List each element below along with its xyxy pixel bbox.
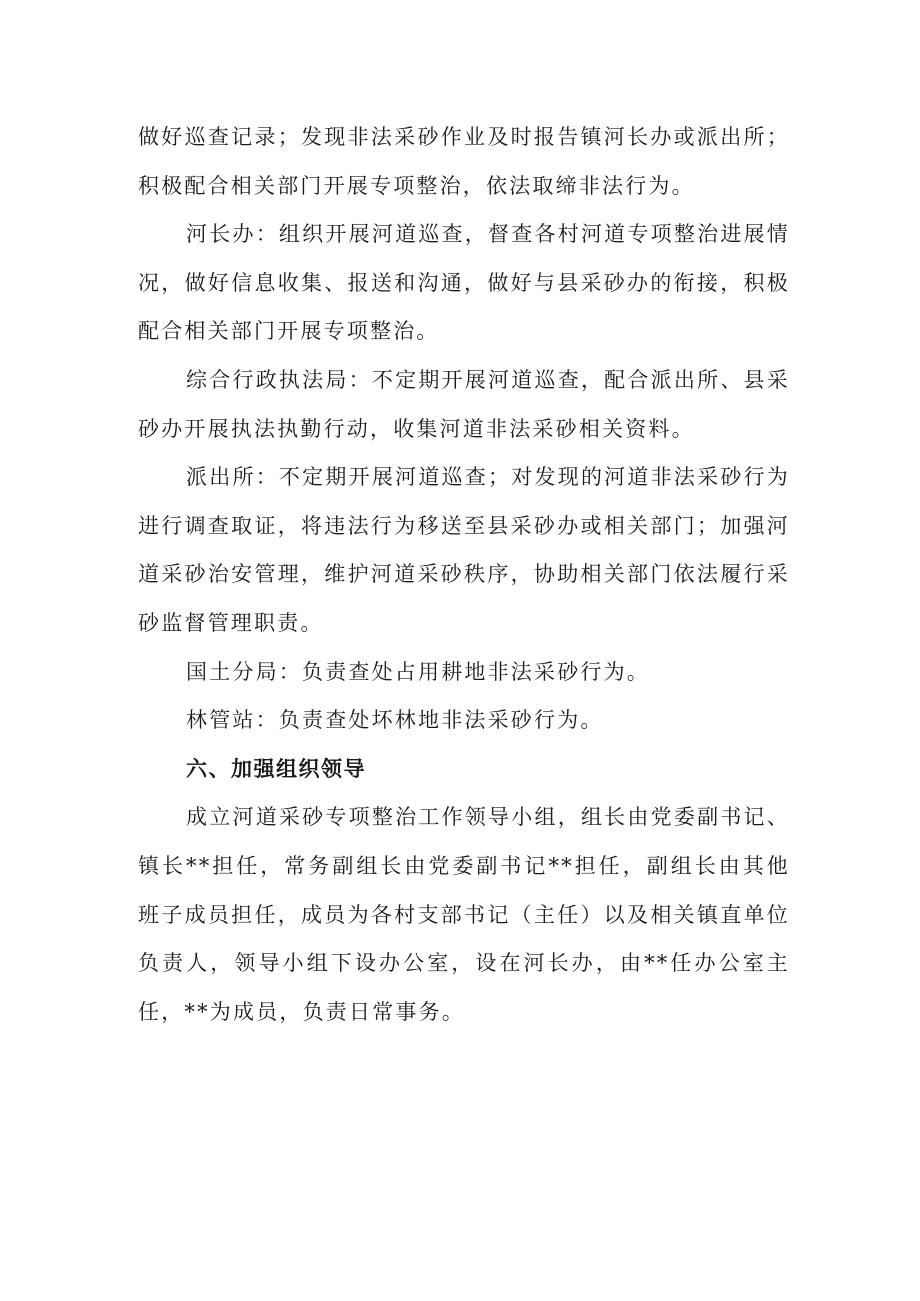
paragraph-leading-group: 成立河道采砂专项整治工作领导小组，组长由党委副书记、镇长**担任，常务副组长由党委副书记**担任，副组长由其他班子成员担任，成员为各村支部书记（主任）以及相关镇直单位负责人，领导小组下设办公室，设在河长办，由**任办公室主任，**为成员，负责日常事务。: [138, 805, 790, 1024]
document-body: [138, 113, 790, 1036]
paragraph-law-enforcement-bureau: 综合行政执法局：不定期开展河道巡查，配合派出所、县采砂办开展执法执勤行动，收集河道非法采砂相关资料。: [138, 367, 790, 441]
paragraph-police-station: 派出所：不定期开展河道巡查；对发现的河道非法采砂行为进行调查取证，将违法行为移送至县采砂办或相关部门；加强河道采砂治安管理，维护河道采砂秩序，协助相关部门依法履行采砂监督管理职责。: [138, 465, 790, 635]
paragraph-forestry-station: 林管站：负责查处坏林地非法采砂行为。: [186, 708, 604, 733]
section-heading: 六、加强组织领导: [186, 756, 366, 781]
paragraph-river-chief-office: 河长办：组织开展河道巡查，督查各村河道专项整治进展情况，做好信息收集、报送和沟通，做好与县采砂办的衔接，积极配合相关部门开展专项整治。: [138, 222, 790, 344]
paragraph-continuation: 做好巡查记录；发现非法采砂作业及时报告镇河长办或派出所；积极配合相关部门开展专项整治，依法取缔非法行为。: [138, 125, 790, 198]
paragraph-land-bureau: 国土分局：负责查处占用耕地非法采砂行为。: [186, 659, 650, 684]
